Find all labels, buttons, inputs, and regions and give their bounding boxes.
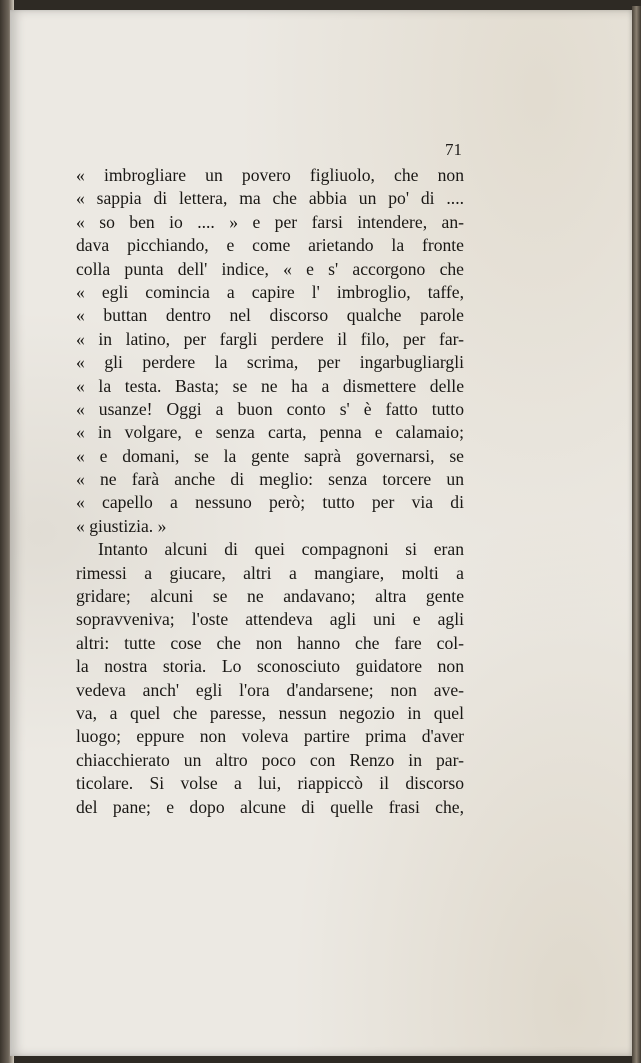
text-line: rimessi a giucare, altri a mangiare, molti a xyxy=(76,562,464,583)
text-line: del pane; e dopo alcune di quelle frasi che, xyxy=(76,796,464,817)
text-line: « giustizia. » xyxy=(76,515,167,536)
text-line: va, a quel che paresse, nessun negozio in quel xyxy=(76,702,464,723)
text-line: « egli comincia a capire l' imbroglio, taffe, xyxy=(76,281,464,302)
text-line: ticolare. Si volse a lui, riappiccò il discorso xyxy=(76,773,464,794)
body-text xyxy=(76,164,464,819)
text-line: « sappia di lettera, ma che abbia un po' di .... xyxy=(76,188,464,209)
text-line: « la testa. Basta; se ne ha a dismettere delle xyxy=(76,375,464,396)
text-line: altri: tutte cose che non hanno che fare col- xyxy=(76,632,464,653)
text-line: vedeva anch' egli l'ora d'andarsene; non ave- xyxy=(76,679,464,700)
text-line: la nostra storia. Lo sconosciuto guidatore non xyxy=(76,656,464,677)
text-line: « imbrogliare un povero figliuolo, che non xyxy=(76,165,464,185)
text-line: « in volgare, e senza carta, penna e calamaio; xyxy=(76,422,464,443)
text-line: « e domani, se la gente saprà governarsi, se xyxy=(76,445,464,466)
page-number: 71 xyxy=(445,140,462,159)
text-line: luogo; eppure non voleva partire prima d'aver xyxy=(76,726,464,747)
text-line: « so ben io .... » e per farsi intendere, an- xyxy=(76,211,464,232)
text-line: colla punta dell' indice, « e s' accorgono che xyxy=(76,258,464,279)
text-line: « ne farà anche di meglio: senza torcere un xyxy=(76,469,464,490)
page-edge-right xyxy=(632,6,641,1063)
text-line: « in latino, per fargli perdere il filo, per far- xyxy=(76,328,464,349)
text-line: chiacchierato un altro poco con Renzo in par- xyxy=(76,749,464,770)
text-line: « usanze! Oggi a buon conto s' è fatto tutto xyxy=(76,398,464,419)
text-line: Intanto alcuni di quei compagnoni si eran xyxy=(98,539,464,560)
text-line: « buttan dentro nel discorso qualche parole xyxy=(76,305,464,326)
text-line: sopravveniva; l'oste attendeva agli uni e agli xyxy=(76,609,464,630)
text-line: dava picchiando, e come arietando la fronte xyxy=(76,235,464,256)
text-line: « gli perdere la scrima, per ingarbugliargli xyxy=(76,352,464,373)
text-line: « capello a nessuno però; tutto per via di xyxy=(76,492,464,513)
text-line: gridare; alcuni se ne andavano; altra gente xyxy=(76,586,464,607)
